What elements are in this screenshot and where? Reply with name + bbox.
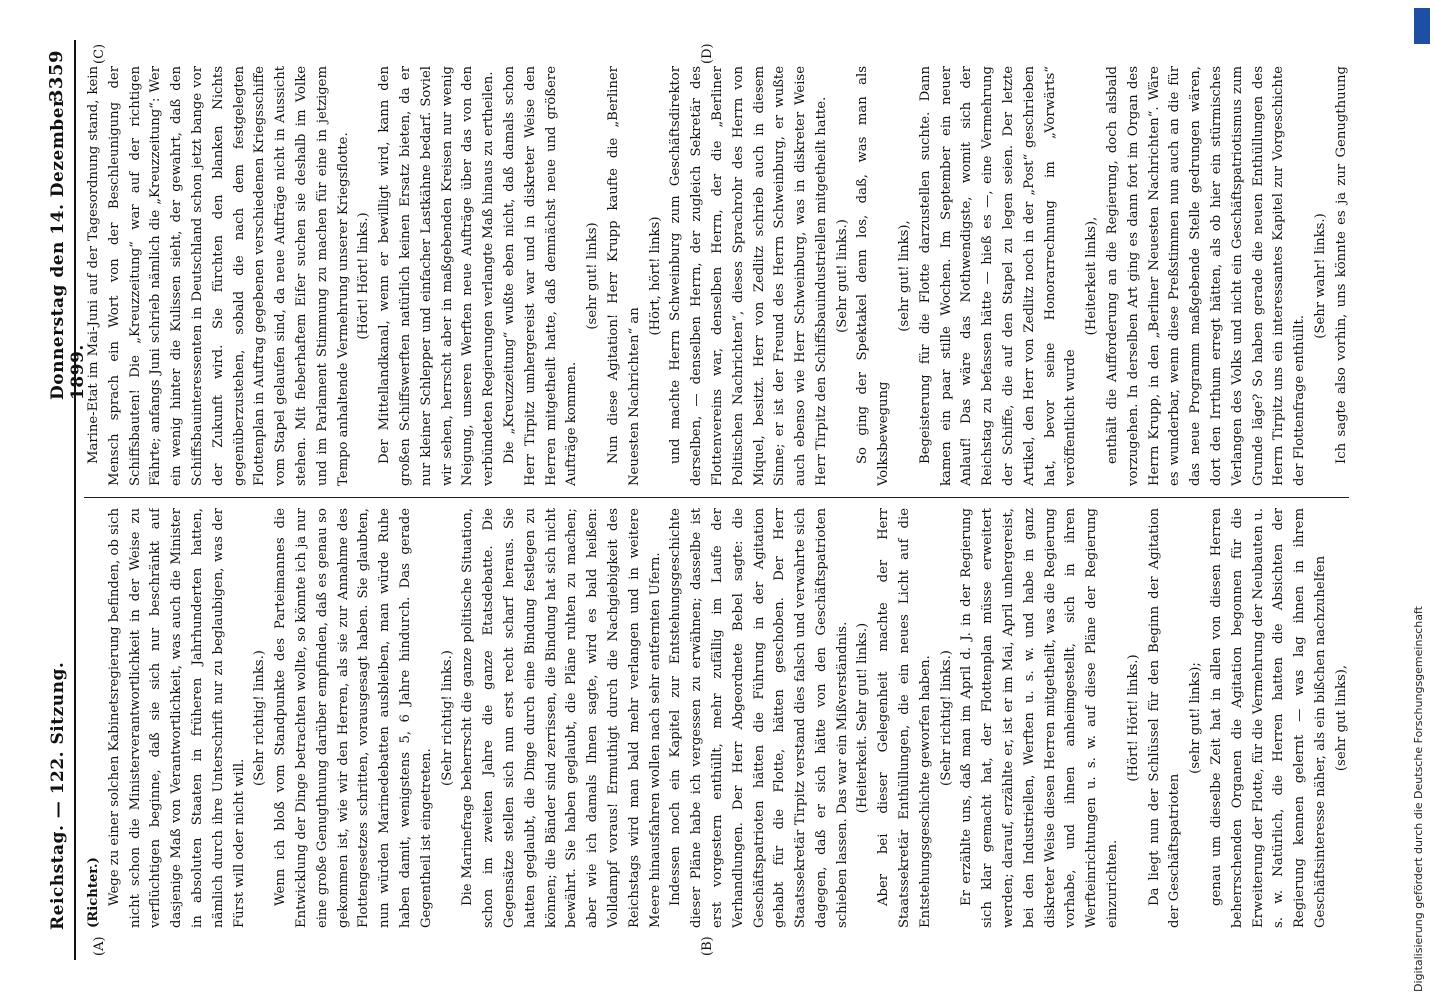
header-session: Reichstag. — 122. Sitzung. <box>48 661 68 930</box>
margin-marker-c: (C) <box>92 43 107 64</box>
paragraph: So ging der Spektakel denn los, daß, was man als Volksbewegung <box>855 66 892 486</box>
dfg-logo <box>1414 8 1430 44</box>
interjection: (sehr gut links), <box>1333 664 1349 772</box>
right-column <box>84 66 1349 486</box>
credit-text: Digitalisierung gefördert durch die Deutsche Forschungsgemeinschaft <box>1412 606 1425 992</box>
paragraph: Wenn ich bloß vom Standpunkte des Parteimannes die Entwicklung der Dinge betrachten wollte, so könnte ich ja nur eine große Genugthuung darüber empfinden, daß es genau so gekommen ist, wie wir den Herren, als sie zur Annahme des Flottengesetzes schritten, vorausgesagt haben. Sie glaubten, nun würden Marinedebatten ausbleiben, man würde Ruhe haben damit, wenigstens 5, 6 Jahre hindurch. Das gerade Gegentheil ist eingetreten. <box>273 508 434 928</box>
paragraph: Da liegt nun der Schlüssel für den Beginn der Agitation der Geschäftspatrioten <box>1146 508 1183 928</box>
paragraph: und machte Herrn Schweinburg zum Geschäftsdirektor derselben, — denselben Herrn, der zugleich Sekretär des Flottenvereins war, denselben Herrn, der die „Berliner Politischen Nachrichten“, dieses Sprachrohr des Herrn von Miquel, besitzt. Herr von Zedlitz schrieb auch in diesem Sinne; er ist der Freund des Herrn Schweinburg, er wußte auch ebenso wie Herr Schweinburg, was in diskreter Weise Herr Tirpitz den Schiffsbauindustriellen mitgetheilt hatte. <box>668 66 829 486</box>
paragraph: Der Mittellandkanal, wenn er bewilligt wird, kann den großen Schiffswerften natürlich keinen Ersatz bieten, da er nur kleiner Schlepper und einfacher Lastkähne bedarf. Soviel wir sehen, herrscht aber in maßgebenden Kreisen nur wenig Neigung, unseren Werften neue Aufträge über das von den verbündeten Regierungen verlangte Maß hinaus zu ertheilen. <box>377 66 497 486</box>
paragraph: Ich sagte also vorhin, uns könnte es ja zur Genugthuung <box>1333 66 1349 464</box>
paragraph: Die Marinefrage beherrscht die ganze politische Situation, schon im zweiten Jahre die ganze Etatsdebatte. Die Gegensätze stellen sich nun erst recht scharf heraus. Sie hatten geglaubt, die Dinge durch eine Bindung festlegen zu können; die Bänder sind zerrissen, die Bindung hat sich nicht bewährt. Sie haben geglaubt, die Pläne ruhten zu machen; aber wie ich damals Ihnen sagte, wird es bald heißen: Volldampf voraus! Ermuthigt durch die Nachgiebigkeit des Reichstags wird man bald mehr verlangen und in weitere Meere hinausfahren wollen nach sehr entfernten Ufern. <box>460 508 663 928</box>
interjection: (Heiterkeit links), <box>1084 216 1100 336</box>
header-rule <box>74 40 76 960</box>
paragraph: Marine-Etat im Mai-Juni auf der Tagesordnung stand, kein Mensch sprach ein Wort von der Beschleunigung der Schiffsbauten! Die „Kreuzzeitung“ war auf der richtigen Fährte; anfangs Juni schrieb nämlich die „Kreuzzeitung“: Wer ein wenig hinter die Kulissen sieht, der gewahrt, daß den Schiffsbauinteressenten in Deutschland schon jetzt bange vor der Zukunft wird. Sie fürchten den blanken Nichts gegenüberzustehen, sobald die nach dem festgelegten Flottenplan in Auftrag gegebenen verschiedenen Kriegsschiffe vom Stapel gelaufen sind, da neue Aufträge nicht in Aussicht stehen. Mit fieberhaftem Eifer suchen sie deshalb im Volke und im Parlament Stimmung zu machen für eine in jetzigem Tempo anhaltende Vermehrung unserer Kriegsflotte. <box>86 66 351 486</box>
interjection: (Hört, hört! links) <box>647 216 663 336</box>
interjection: (sehr gut! links), <box>897 220 913 332</box>
digitization-credit <box>1408 8 1430 992</box>
paragraph: genau um dieselbe Zeit hat in allen von diesen Herren beherrschenden Organen die Agitation begonnen für die Erweiterung der Flotte, für die Vermehrung der Neubauten u. s. w. Natürlich, die Herren hatten die Absichten der Regierung kennen gelernt — was lag ihnen in ihrem Geschäftsinteresse näher, als ein bißchen nachzuhelfen <box>1209 508 1329 928</box>
speaker-label: (Richter.) <box>86 857 101 928</box>
interjection: (sehr gut! links) <box>585 222 601 330</box>
header-date: Donnerstag den 14. Dezember 1899. <box>48 97 88 400</box>
interjection: (Sehr richtig! links.) <box>439 650 455 786</box>
interjection: (Heiterkeit. Sehr gut! links.) <box>855 622 871 814</box>
left-column <box>84 508 1349 928</box>
running-header <box>40 40 88 960</box>
interjection: (sehr gut! links); <box>1188 662 1204 774</box>
paragraph: Aber bei dieser Gelegenheit machte der Herr Staatssekretär Enthüllungen, die ein neues Licht auf die Entstehungsgeschichte geworfen haben. <box>876 508 933 928</box>
paragraph: enthält die Aufforderung an die Regierung, doch alsbald vorzugehen. In derselben Art ging es dann fort im Organ des Herrn Krupp, in den „Berliner Neuesten Nachrichten“. Wäre es wunderbar, wenn diese Preßstimmen nun auch an die für das neue Programm maßgebende Stelle gedrungen wären, dort den Irrthum erregt hätten, als ob hier ein stürmisches Verlangen des Volks und nicht ein Geschäftspatriotismus zum Grunde läge? So haben gerade die neuen Enthüllungen des Herrn Tirpitz uns ein interessantes Kapitel zur Vorgeschichte der Flottenfrage enthüllt. <box>1105 66 1308 486</box>
interjection: (Hört! Hört! links.) <box>356 212 372 340</box>
paragraph: Er erzählte uns, daß man im April d. J. in der Regierung sich klar gemacht hat, der Flottenplan müsse erweitert werden; darauf, erzählte er, ist er im Mai, April unhergereist, bei den Industriellen, Werften u. s. w. und habe in ganz diskreter Weise diesen Herren mitgetheilt, was die Regierung vorhabe, und ihnen anheimgestellt, sich in ihren Werfteinrichtungen u. s. w. auf diese Pläne der Regierung einzurichten. <box>959 508 1121 928</box>
interjection: (Sehr richtig! links.) <box>252 650 268 786</box>
interjection: (Sehr richtig! links.) <box>938 650 954 786</box>
column-separator <box>84 497 1349 498</box>
margin-marker-a: (A) <box>92 936 107 956</box>
paragraph: Wege zu einer solchen Kabinetsregierung befinden, ob sich nicht schon die Ministerverantwortlichkeit in der Weise zu verflüchtigen beginne, daß sie sich nur beschränkt auf dasjenige Maß von Verantwortlichkeit, was auch die Minister in absoluten Staaten in früheren Jahrhunderten hatten, nämlich durch ihre Unterschrift nur zu beglaubigen, was der Fürst will oder nicht will. <box>106 508 247 928</box>
paragraph: Nun diese Agitation! Herr Krupp kaufte die „Berliner Neuesten Nachrichten“ an <box>605 66 642 486</box>
interjection: (Sehr gut! links.) <box>834 219 850 333</box>
page-number: 3359 <box>46 50 67 103</box>
interjection: (Hört! Hört! links.) <box>1125 654 1141 782</box>
paragraph: Begeisterung für die Flotte darzustellen suchte. Dann kamen ein paar stille Wochen. Im September ein neuer Anlauf! Das wäre das Nothwendigste, womit sich der Reichstag zu befassen hätte — hieß es —, eine Vermehrung der Schiffe, die auf den Stapel zu legen seien. Der letzte Artikel, den Herr von Zedlitz noch in der „Post“ geschrieben hat, bevor seine Honorarrechnung im „Vorwärts“ veröffentlicht wurde <box>917 66 1079 486</box>
margin-marker-d: (D) <box>700 43 715 64</box>
interjection: (Sehr wahr! links.) <box>1313 213 1329 339</box>
paragraph: Indessen noch ein Kapitel zur Entstehungsgeschichte dieser Pläne habe ich vergessen zu erwähnen; dasselbe ist erst vorgestern enthüllt, mehr zufällig im Laufe der Verhandlungen. Der Herr Abgeordnete Bebel sagte: die Geschäftspatrioten hätten die Führung in der Agitation gehabt für die Flotte, hätten geschoben. Der Herr Staatssekretär Tirpitz verstand dies falsch und verwahrte sich dagegen, daß er sich hätte von den Geschäftspatrioten schieben lassen. Das war ein Mißverständnis. <box>668 508 850 928</box>
margin-marker-b: (B) <box>700 936 715 956</box>
paragraph: Die „Kreuzzeitung“ wußte eben nicht, daß damals schon Herr Tirpitz umhergereist war und in diskreter Weise den Herren mitgetheilt hatte, daß demnächst neue und größere Aufträge kommen. <box>501 66 580 486</box>
